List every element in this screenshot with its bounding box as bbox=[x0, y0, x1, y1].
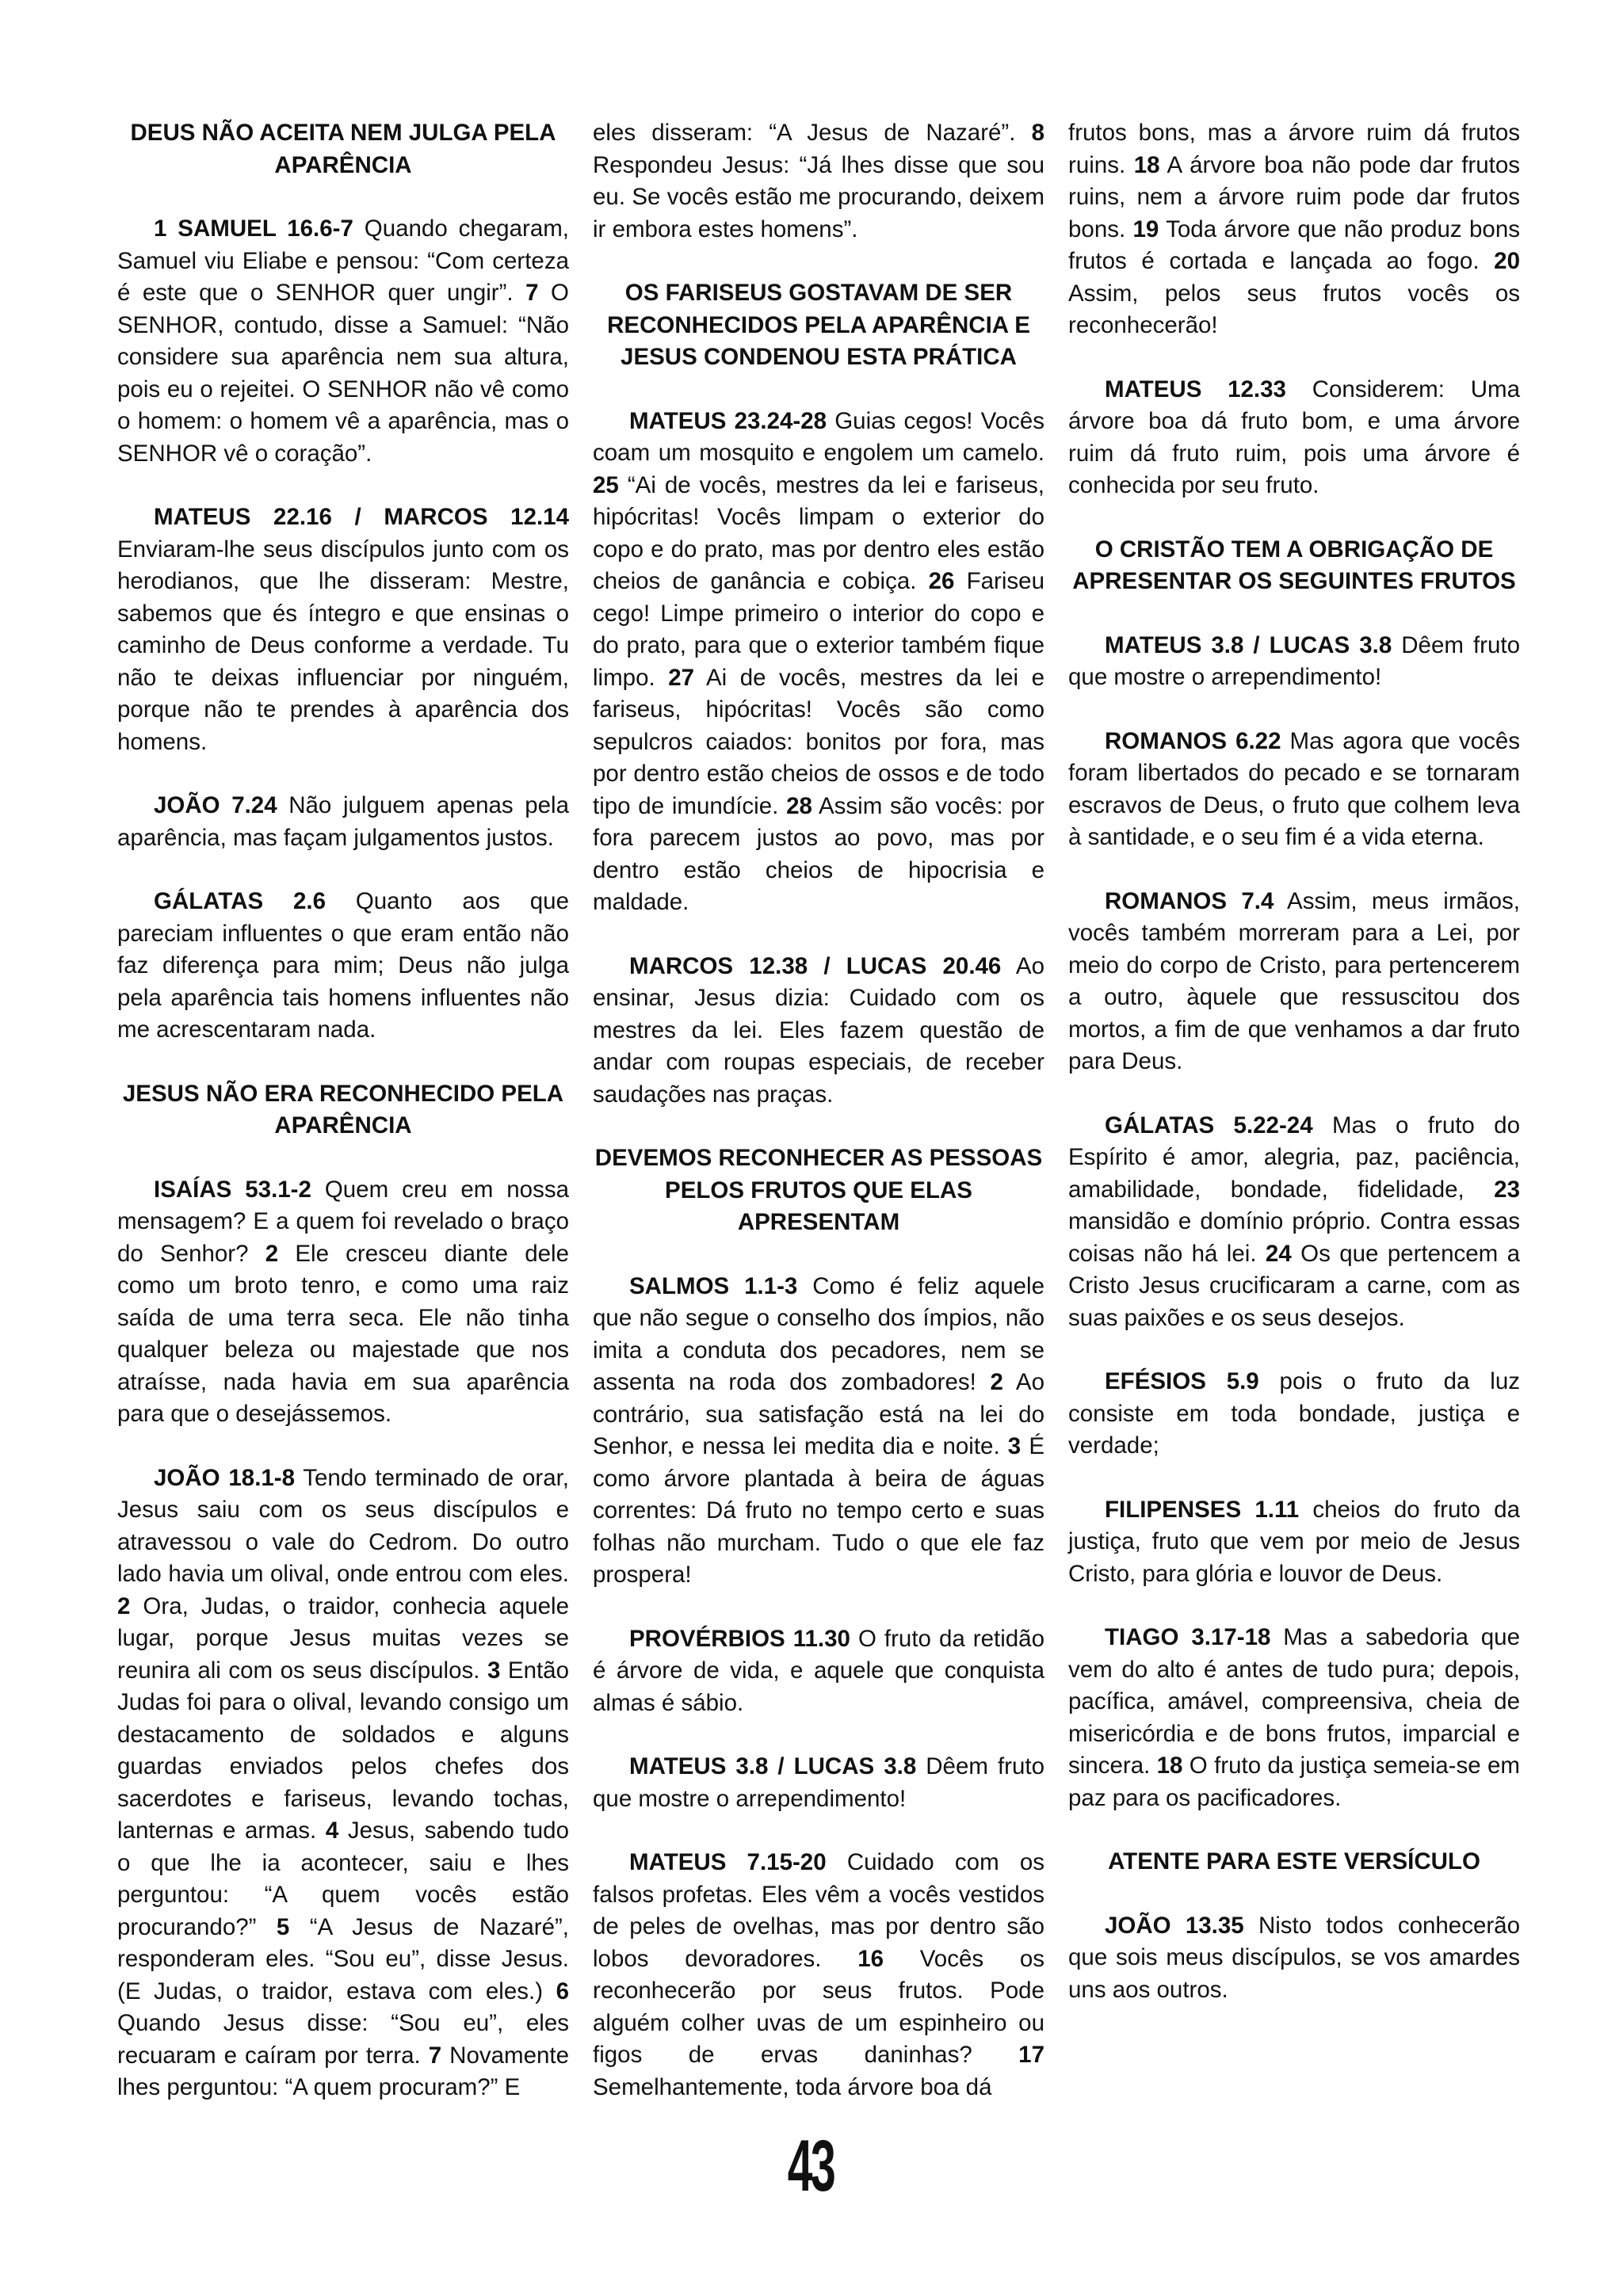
scripture-reference: PROVÉRBIOS 11.30 bbox=[629, 1625, 850, 1652]
scripture-paragraph bbox=[593, 406, 1044, 919]
verse-number: 28 bbox=[786, 792, 812, 819]
verse-text: É como árvore plantada à beira de águas correntes: Dá fruto no tempo certo e suas folhas não murcham. Tudo o que ele faz prospera! bbox=[593, 1433, 1044, 1588]
verse-number: 7 bbox=[525, 280, 539, 306]
verse-text: Ora, Judas, o traidor, conhecia aquele lugar, porque Jesus muitas vezes se reunira ali com os seus discípulos. bbox=[117, 1592, 569, 1684]
verse-number: 17 bbox=[1018, 2042, 1044, 2068]
verse-text: Assim, pelos seus frutos vocês os reconhecerão! bbox=[1068, 280, 1520, 338]
verse-text: O fruto da retidão é árvore de vida, e aquele que conquista almas é sábio. bbox=[593, 1625, 1044, 1716]
scripture-reference: ISAÍAS 53.1-2 bbox=[154, 1176, 311, 1203]
verse-text: “Ai de vocês, mestres da lei e fariseus, hipócritas! Vocês limpam o exterior do copo e do prato, mas por dentro eles estão cheios de ganância e cobiça. bbox=[593, 471, 1044, 594]
verse-text: O fruto da justiça semeia-se em paz para os pacificadores. bbox=[1068, 1753, 1520, 1811]
section-heading: JESUS NÃO ERA RECONHECIDO PELA APARÊNCIA bbox=[122, 1080, 564, 1138]
scripture-paragraph bbox=[117, 213, 569, 470]
scripture-paragraph bbox=[1068, 630, 1520, 694]
scripture-reference: ROMANOS 6.22 bbox=[1105, 727, 1281, 754]
verse-text: frutos bons, mas a árvore ruim dá frutos ruins. bbox=[1068, 120, 1520, 178]
scripture-reference: MATEUS 23.24-28 bbox=[629, 407, 827, 434]
verse-number: 8 bbox=[1031, 120, 1044, 146]
scripture-paragraph bbox=[1068, 1494, 1520, 1591]
verse-text: Nisto todos conhecerão que sois meus discípulos, se vos amardes uns aos outros. bbox=[1068, 1912, 1520, 2003]
scripture-paragraph bbox=[1068, 886, 1520, 1078]
verse-number: 3 bbox=[487, 1657, 501, 1684]
verse-text: pois o fruto da luz consiste em toda bondade, justiça e verdade; bbox=[1068, 1368, 1520, 1459]
scripture-reference: MATEUS 22.16 / MARCOS 12.14 bbox=[154, 504, 569, 530]
verse-number: 3 bbox=[1007, 1433, 1022, 1459]
scripture-paragraph bbox=[117, 886, 569, 1047]
scripture-paragraph bbox=[593, 1847, 1044, 2103]
scripture-paragraph bbox=[1068, 1622, 1520, 1814]
verse-text: Ao ensinar, Jesus dizia: Cuidado com os mestres da lei. Eles fazem questão de andar com roupas especiais, de receber saudações nas praças. bbox=[593, 952, 1044, 1108]
scripture-reference: JOÃO 13.35 bbox=[1105, 1912, 1244, 1939]
column-2 bbox=[593, 117, 1044, 2177]
verse-number: 26 bbox=[928, 568, 955, 594]
scripture-paragraph bbox=[1068, 726, 1520, 854]
scripture-paragraph bbox=[1068, 374, 1520, 502]
scripture-reference: MATEUS 12.33 bbox=[1105, 376, 1286, 402]
scripture-reference: SALMOS 1.1-3 bbox=[629, 1272, 798, 1299]
verse-text: Os que pertencem a Cristo Jesus crucificaram a carne, com as suas paixões e os seus desejos. bbox=[1068, 1240, 1520, 1331]
verse-text: Quem creu em nossa mensagem? E a quem foi revelado o braço do Senhor? bbox=[117, 1176, 569, 1267]
verse-text: Ele cresceu diante dele como um broto tenro, e como uma raiz saída de uma terra seca. Ele não tinha qualquer beleza ou majestade que nos atraísse, nada havia em sua aparência para que o desejássemos. bbox=[117, 1240, 569, 1427]
verse-number: 27 bbox=[668, 664, 695, 691]
scripture-reference: MATEUS 3.8 / LUCAS 3.8 bbox=[1105, 631, 1392, 658]
verse-number: 24 bbox=[1265, 1240, 1292, 1267]
verse-number: 25 bbox=[593, 471, 619, 498]
verse-text: Quando Jesus disse: “Sou eu”, eles recuaram e caíram por terra. bbox=[117, 2010, 569, 2069]
scripture-paragraph bbox=[117, 1463, 569, 2104]
scripture-reference: ROMANOS 7.4 bbox=[1105, 887, 1274, 914]
verse-number: 6 bbox=[556, 1978, 569, 2004]
verse-text: cheios do fruto da justiça, fruto que vem por meio de Jesus Cristo, para glória e louvor de Deus. bbox=[1068, 1496, 1520, 1587]
verse-number: 7 bbox=[428, 2042, 442, 2069]
verse-text: Fariseu cego! Limpe primeiro o interior do copo e do prato, para que o exterior também fique limpo. bbox=[593, 568, 1044, 691]
verse-text: Não julguem apenas pela aparência, mas façam julgamentos justos. bbox=[117, 792, 570, 851]
verse-text: Enviaram-lhe seus discípulos junto com os herodianos, que lhe disseram: Mestre, sabemos que és íntegro e que ensinas o caminho de Deus conforme a verdade. Tu não te deixas influenciar por ninguém, porque não te prendes à aparência dos homens. bbox=[117, 536, 569, 755]
scripture-reference: MATEUS 3.8 / LUCAS 3.8 bbox=[629, 1753, 917, 1779]
section-heading: OS FARISEUS GOSTAVAM DE SER RECONHECIDOS PELA APARÊNCIA E JESUS CONDENOU ESTA PRÁTICA bbox=[607, 280, 1030, 370]
verse-text: Ao contrário, sua satisfação está na lei do Senhor, e nessa lei medita dia e noite. bbox=[593, 1369, 1044, 1459]
scripture-paragraph bbox=[593, 1751, 1044, 1815]
scripture-reference: MATEUS 7.15-20 bbox=[629, 1849, 827, 1875]
column-1 bbox=[117, 117, 569, 2177]
section-heading: O CRISTÃO TEM A OBRIGAÇÃO DE APRESENTAR OS SEGUINTES FRUTOS bbox=[1072, 536, 1516, 594]
scripture-reference: GÁLATAS 2.6 bbox=[154, 888, 327, 914]
verse-number: 18 bbox=[1156, 1753, 1183, 1779]
verse-text: Então Judas foi para o olival, levando consigo um destacamento de soldados e alguns guardas enviados pelos chefes dos sacerdotes e fariseus, levando tochas, lanternas e armas. bbox=[117, 1657, 569, 1844]
scripture-paragraph bbox=[1068, 1366, 1520, 1463]
paragraph-continuation bbox=[1068, 117, 1520, 342]
verse-number: 5 bbox=[276, 1913, 290, 1940]
verse-text: Quanto aos que pareciam influentes o que eram então não faz diferença para mim; Deus não julga pela aparência tais homens influentes não me acrescentaram nada. bbox=[117, 888, 569, 1043]
verse-text: mansidão e domínio próprio. Contra essas coisas não há lei. bbox=[1068, 1208, 1520, 1267]
section-heading: DEUS NÃO ACEITA NEM JULGA PELA APARÊNCIA bbox=[130, 120, 556, 178]
verse-number: 16 bbox=[857, 1945, 884, 1972]
scripture-reference: GÁLATAS 5.22-24 bbox=[1105, 1112, 1313, 1138]
scripture-reference: TIAGO 3.17-18 bbox=[1105, 1624, 1271, 1650]
scripture-paragraph bbox=[1068, 1110, 1520, 1335]
scripture-paragraph bbox=[117, 1174, 569, 1431]
verse-text: Respondeu Jesus: “Já lhes disse que sou eu. Se vocês estão me procurando, deixem ir embora estes homens”. bbox=[593, 151, 1044, 242]
scripture-paragraph bbox=[593, 951, 1044, 1112]
verse-text: Como é feliz aquele que não segue o conselho dos ímpios, não imita a conduta dos pecadores, nem se assenta na roda dos zombadores! bbox=[593, 1272, 1044, 1395]
verse-text: Guias cegos! Vocês coam um mosquito e engolem um camelo. bbox=[593, 407, 1044, 466]
verse-number: 4 bbox=[325, 1817, 339, 1844]
scripture-reference: 1 SAMUEL 16.6-7 bbox=[154, 215, 353, 242]
column-3 bbox=[1068, 117, 1520, 2177]
verse-text: eles disseram: “A Jesus de Nazaré”. bbox=[593, 120, 1032, 146]
verse-number: 2 bbox=[117, 1592, 131, 1619]
verse-text: Jesus, sabendo tudo o que lhe ia acontecer, saiu e lhes perguntou: “A quem vocês estão procurando?” bbox=[117, 1817, 569, 1940]
scripture-reference: JOÃO 18.1-8 bbox=[154, 1464, 296, 1491]
verse-text: Quando chegaram, Samuel viu Eliabe e pensou: “Com certeza é este que o SENHOR quer ungir”. bbox=[117, 215, 569, 306]
verse-text: Assim são vocês: por fora parecem justos ao povo, mas por dentro estão cheios de hipocrisia e maldade. bbox=[593, 792, 1044, 915]
section-heading: ATENTE PARA ESTE VERSÍCULO bbox=[1108, 1848, 1480, 1875]
verse-text: Vocês os reconhecerão por seus frutos. Pode alguém colher uvas de um espinheiro ou figos de ervas daninhas? bbox=[593, 1945, 1044, 2068]
verse-text: “A Jesus de Nazaré”, responderam eles. “Sou eu”, disse Jesus. (E Judas, o traidor, estava com eles.) bbox=[117, 1913, 569, 2004]
section-heading: DEVEMOS RECONHECER AS PESSOAS PELOS FRUTOS QUE ELAS APRESENTAM bbox=[594, 1145, 1043, 1235]
scripture-reference: FILIPENSES 1.11 bbox=[1105, 1496, 1300, 1523]
verse-number: 18 bbox=[1133, 151, 1160, 178]
page-number: 43 bbox=[787, 2126, 834, 2206]
paragraph-continuation bbox=[593, 117, 1044, 246]
verse-text: Mas agora que vocês foram libertados do pecado e se tornaram escravos de Deus, o fruto que colhem leva à santidade, e o seu fim é a vida eterna. bbox=[1068, 727, 1520, 850]
verse-text: Novamente lhes perguntou: “A quem procuram?” E bbox=[117, 2042, 569, 2100]
verse-number: 23 bbox=[1494, 1176, 1520, 1203]
verse-text: Toda árvore que não produz bons frutos é cortada e lançada ao fogo. bbox=[1068, 215, 1520, 274]
scripture-paragraph bbox=[593, 1271, 1044, 1592]
verse-number: 20 bbox=[1494, 248, 1520, 274]
verse-text: Ai de vocês, mestres da lei e fariseus, hipócritas! Vocês são como sepulcros caiados: bonitos por fora, mas por dentro estão cheios de ossos e de todo tipo de imundície. bbox=[593, 664, 1045, 819]
scripture-reference: JOÃO 7.24 bbox=[154, 792, 277, 818]
verse-text: A árvore boa não pode dar frutos ruins, nem a árvore ruim pode dar frutos bons. bbox=[1068, 151, 1520, 242]
verse-text: Mas o fruto do Espírito é amor, alegria, paz, paciência, amabilidade, bondade, fidelidade, bbox=[1068, 1112, 1520, 1203]
verse-number: 2 bbox=[265, 1240, 279, 1267]
scripture-paragraph bbox=[117, 502, 569, 758]
scripture-paragraph bbox=[593, 1623, 1044, 1720]
verse-number: 2 bbox=[990, 1369, 1003, 1395]
verse-text: Assim, meus irmãos, vocês também morreram para a Lei, por meio do corpo de Cristo, para pertencerem a outro, àquele que ressuscitou dos mortos, a fim de que venhamos a dar fruto para Deus. bbox=[1068, 887, 1520, 1074]
scripture-paragraph bbox=[1068, 1910, 1520, 2007]
scripture-paragraph bbox=[117, 790, 569, 854]
verse-text: Tendo terminado de orar, Jesus saiu com os seus discípulos e atravessou o vale do Cedrom. Do outro lado havia um olival, onde entrou com eles. bbox=[117, 1464, 569, 1587]
verse-text: Mas a sabedoria que vem do alto é antes de tudo pura; depois, pacífica, amável, compreensiva, cheia de misericórdia e de bons frutos, imparcial e sincera. bbox=[1068, 1624, 1520, 1779]
verse-text: Considerem: Uma árvore boa dá fruto bom, e uma árvore ruim dá fruto ruim, pois uma árvore é conhecida por seu fruto. bbox=[1068, 376, 1520, 498]
verse-number: 19 bbox=[1132, 215, 1159, 242]
verse-text: Cuidado com os falsos profetas. Eles vêm a vocês vestidos de peles de ovelhas, mas por dentro são lobos devoradores. bbox=[593, 1849, 1044, 1972]
verse-text: Semelhantemente, toda árvore boa dá bbox=[593, 2073, 992, 2100]
verse-text: O SENHOR, contudo, disse a Samuel: “Não considere sua aparência nem sua altura, pois eu o rejeitei. O SENHOR não vê como o homem: o homem vê a aparência, mas o SENHOR vê o coração”. bbox=[117, 280, 569, 467]
scripture-reference: MARCOS 12.38 / LUCAS 20.46 bbox=[629, 952, 1002, 979]
verse-text: Dêem fruto que mostre o arrependimento! bbox=[593, 1753, 1044, 1812]
scripture-reference: EFÉSIOS 5.9 bbox=[1105, 1368, 1259, 1394]
verse-text: Dêem fruto que mostre o arrependimento! bbox=[1068, 631, 1520, 690]
document-page bbox=[117, 117, 1520, 2177]
